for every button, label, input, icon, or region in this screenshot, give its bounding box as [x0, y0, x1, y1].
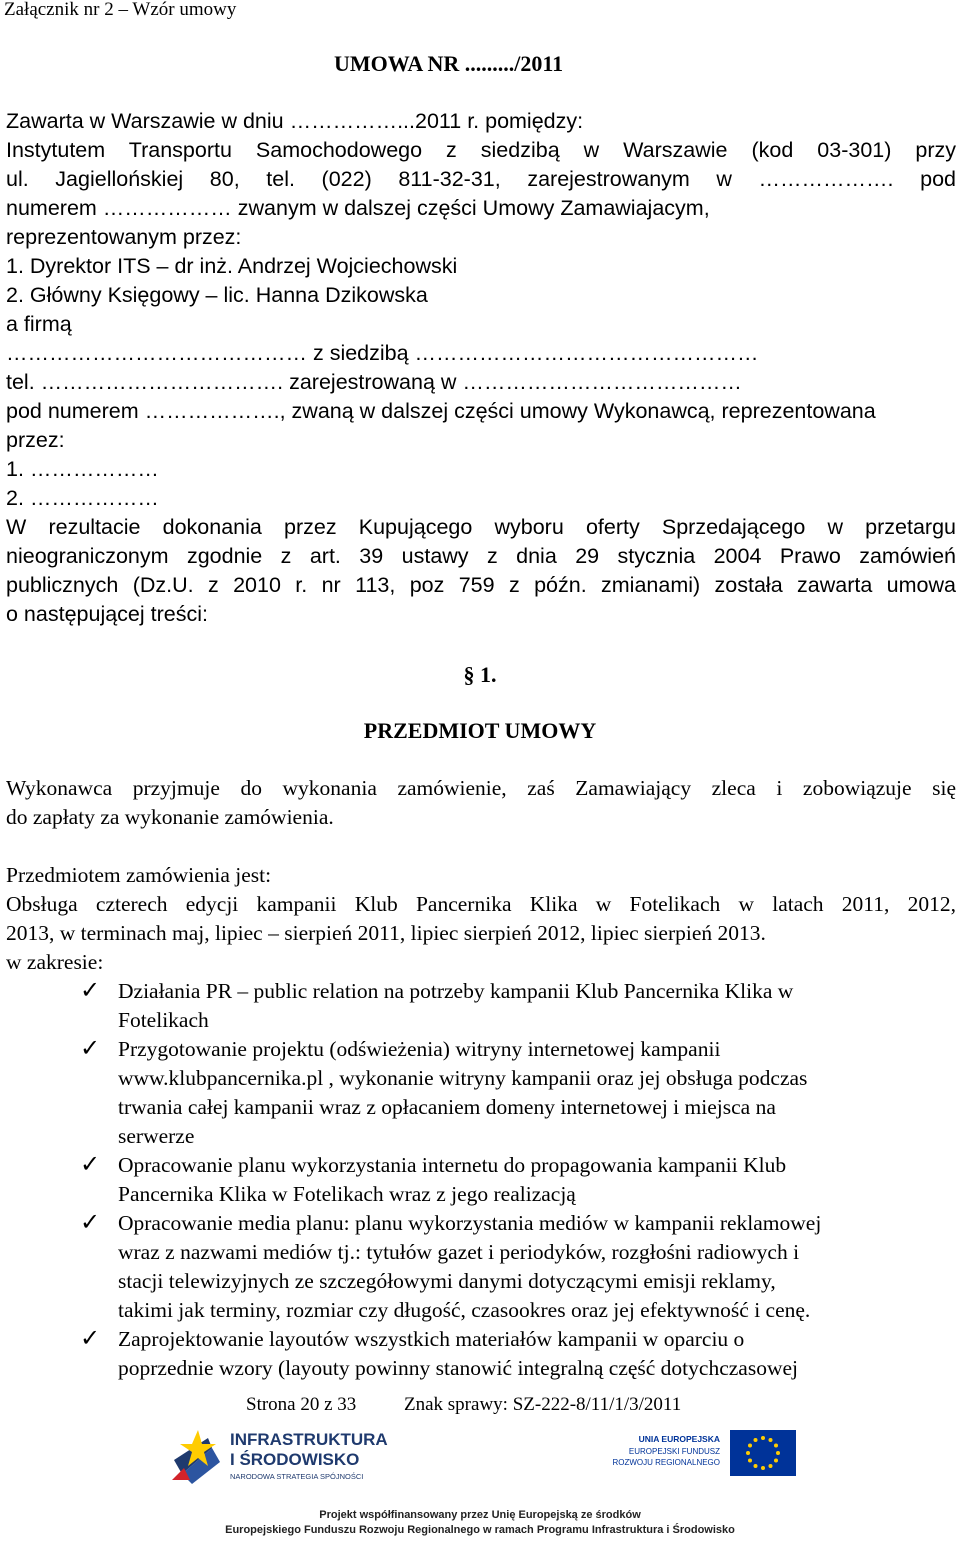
checkmark-icon: ✓: [80, 1152, 101, 1178]
section-title: PRZEDMIOT UMOWY: [363, 718, 597, 743]
checklist-item-line: serwerze: [118, 1124, 195, 1148]
eu-footer-line: Europejskiego Funduszu Rozwoju Regionalnego w ramach Programu Infrastruktura i Środowisko: [225, 1524, 735, 1536]
intro-line: o następującej treści:: [6, 602, 208, 626]
infrastruktura-logo: [168, 1424, 398, 1490]
checkmark-icon: ✓: [80, 978, 101, 1004]
checklist-item-line: Przygotowanie projektu (odświeżenia) witryny internetowej kampanii: [118, 1037, 721, 1061]
paragraph-line: do zapłaty za wykonanie zamówienia.: [6, 805, 334, 829]
intro-line: publicznych (Dz.U. z 2010 r. nr 113, poz 759 z późn. zmianami) została zawarta umowa: [6, 573, 956, 597]
intro-line: 1. ………………: [6, 457, 159, 481]
intro-line: pod numerem ………………., zwaną w dalszej części umowy Wykonawcą, reprezentowana: [6, 399, 876, 423]
annex-label: Załącznik nr 2 – Wzór umowy: [4, 0, 237, 20]
checkmark-icon: ✓: [80, 1036, 101, 1062]
logo-left-line3: NARODOWA STRATEGIA SPÓJNOŚCI: [230, 1472, 364, 1481]
intro-line: Instytutem Transportu Samochodowego z siedzibą w Warszawie (kod 03-301) przy: [6, 138, 956, 162]
intro-line: numerem ……………… zwanym w dalszej części Umowy Zamawiajacym,: [6, 196, 710, 220]
signatory-1: 1. Dyrektor ITS – dr inż. Andrzej Wojciechowski: [6, 254, 458, 278]
paragraph-line: Wykonawca przyjmuje do wykonania zamówienie, zaś Zamawiający zleca i zobowiązuje się: [6, 776, 956, 800]
star-flag-icon: [168, 1424, 228, 1490]
logo-right-line1: UNIA EUROPEJSKA: [638, 1434, 720, 1444]
checklist-item-line: Pancernika Klika w Fotelikach wraz z jego realizacją: [118, 1182, 576, 1206]
case-reference: Znak sprawy: SZ-222-8/11/1/3/2011: [404, 1394, 682, 1415]
intro-line: reprezentowanym przez:: [6, 225, 242, 249]
checklist-item-line: Działania PR – public relation na potrzeby kampanii Klub Pancernika Klika w: [118, 979, 794, 1003]
checklist-item-line: poprzednie wzory (layouty powinny stanowić integralną część dotychczasowej: [118, 1356, 798, 1380]
paragraph-line: w zakresie:: [6, 950, 104, 974]
intro-line: Zawarta w Warszawie w dniu ……………...2011 r. pomiędzy:: [6, 109, 584, 133]
logo-left-line2: I ŚRODOWISKO: [230, 1450, 360, 1469]
intro-line: W rezultacie dokonania przez Kupującego wyboru oferty Sprzedającego w przetargu: [6, 515, 956, 539]
checkmark-icon: ✓: [80, 1326, 101, 1352]
checklist-item-line: stacji telewizyjnych ze szczegółowymi danymi dotyczącymi emisji reklamy,: [118, 1269, 776, 1293]
section-number: § 1.: [463, 662, 497, 687]
intro-line: tel. ……………………………. zarejestrowaną w …………………………………: [6, 370, 742, 394]
intro-line: 2. ………………: [6, 486, 159, 510]
paragraph-line: 2013, w terminach maj, lipiec – sierpień 2011, lipiec sierpień 2012, lipiec sierpień 2013.: [6, 921, 766, 945]
checklist-item-line: takimi jak terminy, rozmiar czy długość, czasookres oraz jej efektywność i cenę.: [118, 1298, 811, 1322]
checklist-item-line: trwania całej kampanii wraz z opłacaniem domeny internetowej i miejsca na: [118, 1095, 776, 1119]
checklist-item-line: Fotelikach: [118, 1008, 209, 1032]
page-number: Strona 20 z 33: [246, 1394, 357, 1415]
eu-footer-line: Projekt współfinansowany przez Unię Europejską ze środków: [319, 1509, 641, 1521]
paragraph-line: Obsługa czterech edycji kampanii Klub Pancernika Klika w Fotelikach w latach 2011, 2012,: [6, 892, 956, 916]
checklist-item-line: Zaprojektowanie layoutów wszystkich materiałów kampanii w oparciu o: [118, 1327, 745, 1351]
paragraph-line: Przedmiotem zamówienia jest:: [6, 863, 272, 887]
checklist-item-line: Opracowanie media planu: planu wykorzystania mediów w kampanii reklamowej: [118, 1211, 822, 1235]
eu-flag-icon: [730, 1430, 796, 1476]
checklist-item-line: www.klubpancernika.pl , wykonanie witryny kampanii oraz jej obsługa podczas: [118, 1066, 808, 1090]
logo-right-line3: ROZWOJU REGIONALNEGO: [612, 1458, 720, 1467]
checklist-item-line: Opracowanie planu wykorzystania internetu do propagowania kampanii Klub: [118, 1153, 787, 1177]
intro-line: przez:: [6, 428, 65, 452]
checkmark-icon: ✓: [80, 1210, 101, 1236]
contract-title: UMOWA NR ........./2011: [334, 51, 564, 76]
intro-line: ul. Jagiellońskiej 80, tel. (022) 811-32-31, zarejestrowanym w ………………. pod: [6, 167, 956, 191]
logo-left-line1: INFRASTRUKTURA: [230, 1430, 388, 1449]
checklist-item-line: wraz z nazwami mediów tj.: tytułów gazet i periodyków, rozgłośni radiowych i: [118, 1240, 800, 1264]
intro-line: a firmą: [6, 312, 72, 336]
eu-logo: [600, 1430, 810, 1492]
signatory-2: 2. Główny Księgowy – lic. Hanna Dzikowska: [6, 283, 428, 307]
logo-right-line2: EUROPEJSKI FUNDUSZ: [628, 1447, 720, 1456]
intro-line: …………………………………… z siedzibą …………………………………………: [6, 341, 759, 365]
intro-line: nieograniczonym zgodnie z art. 39 ustawy z dnia 29 stycznia 2004 Prawo zamówień: [6, 544, 956, 568]
